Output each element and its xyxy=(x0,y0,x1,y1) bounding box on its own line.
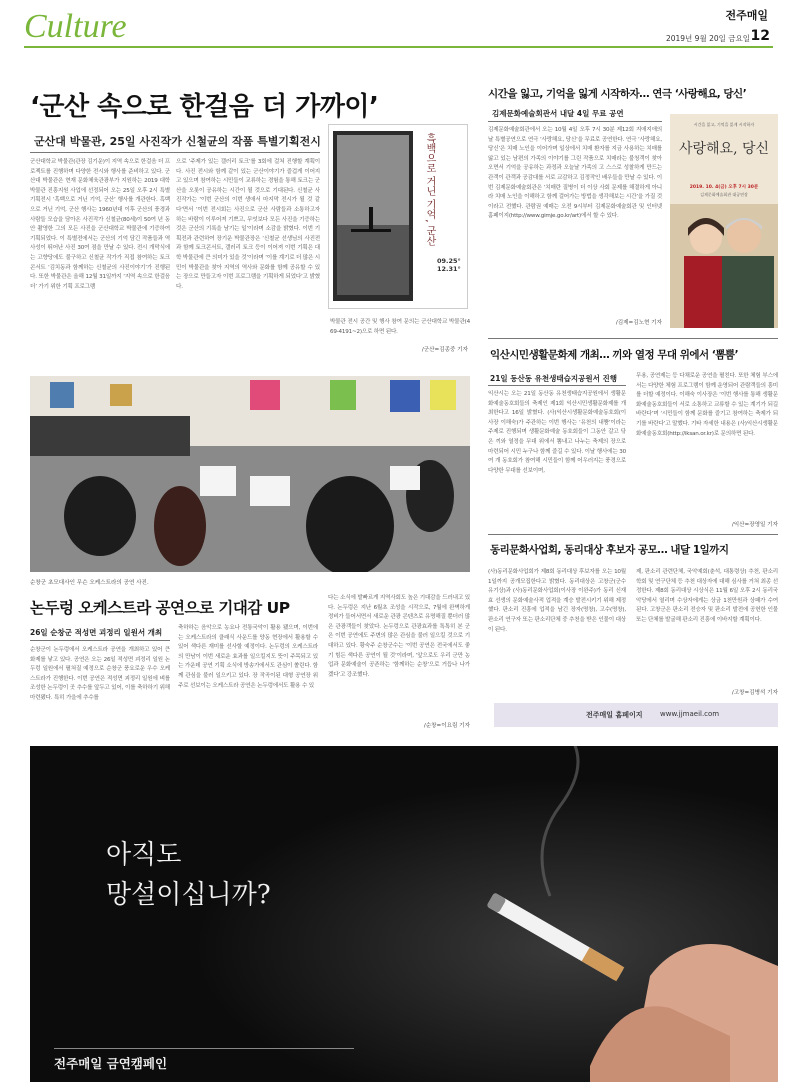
article2-credit: /순창=이요림 기자 xyxy=(423,723,470,729)
article1-poster-image xyxy=(328,124,468,309)
article3-subhead: 김제문화예술회관서 내달 4일 무료 공연 xyxy=(492,109,624,118)
article4-top-rule xyxy=(488,338,778,339)
article1-subhead: 군산대 박물관, 25일 사진작가 신철균의 작품 특별기획전시 xyxy=(34,135,321,148)
orchestra-photo-caption: 순창군 초모대사인 무슨 오케스트라의 공연 사진. xyxy=(30,580,149,586)
homepage-banner-url[interactable]: www.jjmaeil.com xyxy=(660,710,720,718)
masthead-divider xyxy=(24,46,773,48)
article2-subhead: 26일 순창군 적성면 괴정리 일원서 개최 xyxy=(30,628,163,637)
section-title: Culture xyxy=(24,8,127,45)
article1-headline: ‘군산 속으로 한걸음 더 가까이’ xyxy=(30,92,379,122)
homepage-banner-text: 전주매일 홈페이지 xyxy=(586,711,643,719)
orchestra-illustration xyxy=(30,376,470,572)
article2-col1: 순창군이 논두렁에서 오케스트라 공연을 개최하고 있어 큰 화제를 낳고 있다. 공연은 오는 26일 적성면 괴정리 일원 논두렁 일원에서 펼쳐질 예정으로 순창군 풍요로운 우수 오케스트라가 진행한다. 이번 공연은 적성면 괴정리 일원에 벼를 조성한 논두렁이 곳 추수를 앞두고 있어, 이를 축하하기 위해 마련됐다. 특히 가을에 추수를 xyxy=(30,647,170,701)
article4-subhead: 21일 동산동 유천생태습지공원서 진행 xyxy=(490,374,617,383)
article1-photo-caption: 박물관 전시 공간 및 행사 참여 문의는 군산대학교 박물관(469-4191~2)으로 하면 된다. xyxy=(330,319,470,335)
poster-play-title: 사랑해요, 당신 xyxy=(678,141,770,157)
article2-col3: 다는 소식에 발빠르게 지역사회도 높은 기대감을 드러내고 있다. 논두렁은 지난 6월초 조성을 시작으로, 7월에 완벽하게 정비가 들어서면서 새로운 관광 콘텐츠로 유명해질 뿐더러 많은 관광객들이 찾았다. 논두렁으로 관광효과를 톡톡히 본 군은 이번 공연에도 주변의 많은 관심을 불러 일으킬 것으로 기대하고 있다. 황숙주 순창군수는 ‘이번 공연은 전국에서도 좋기 힘든 색다른 공연이 될 것’이라며, ‘앞으로도 우리 군만 농업과 문화예술이 공존하는 ‘함께하는 순창’으로 거듭나 나가겠다’고 강조했다. xyxy=(328,595,470,678)
poster-illustration xyxy=(329,125,468,309)
campaign-footer: 전주매일 금연캠페인 xyxy=(54,1056,168,1071)
poster-couple-illustration xyxy=(670,204,778,328)
article2-headline: 논두렁 오케스트라 공연으로 기대감 UP xyxy=(30,599,290,617)
article3-headline: 시간을 잃고, 기억을 잃게 시작하자… 연극 ‘사랑해요, 당신’ xyxy=(488,88,747,100)
article3-subhead-rule xyxy=(488,121,662,122)
poster-vertical-title: 흑백으로 거닌 기억, 군산 xyxy=(424,133,435,246)
issue-date: 2019년 9월 20일 금요일 xyxy=(665,34,750,43)
article4-headline: 익산시민생활문화제 개최… 끼와 열정 무대 위에서 ‘뽐뿜’ xyxy=(490,349,739,361)
campaign-ad xyxy=(30,746,778,1082)
article1-col2: 으로 ‘주제가 있는 갤러리 토크’를 3회에 걸쳐 진행할 계획이다. 사진 전시와 함께 같이 있는 군산이야기가 즐겁게 이어지고 있으며 참여하는 시민들이 교류하는 경험을 통해 토크는 군산을 오롯이 공유하는 시간이 될 것으로 기대된다. 신철균 사진작가는 ‘이번 군산의 이번 생애서 마지막 전시가 될 것 같다’면서 ‘이번 전시회는 사진으로 군산 사람들과 소통하고자 하는 바람이 이루어져 기쁘고, 무엇보다 모든 사진을 기증하는 것은 군산의 기록을 남기는 일’이라며 소감을 밝혔다. 이번 기획전과 관련하여 장기운 박물관장은 ‘신철균 선생님의 사진전과 함께 토크콘서트, 갤러리 토크 등이 이어져 이번 기획은 대학 박물관에 큰 의미가 있을 것’이라며 ‘이를 계기로 더 많은 시민이 박물관을 찾아 지역의 역사와 문화를 함께 공유할 수 있는 장으로 만들고자 이번 프로그램을 기획하게 되었다’고 밝혔다. xyxy=(176,159,320,290)
article3-body: 김제문화예술회관에서 오는 10월 4일 오후 7시 30분 제12회 지애지애의 날 특별공연으로 연극 ‘사랑해요, 당신’을 무료로 공연한다. 연극 ‘사랑해요, 당신’은 치매 노인을 이어가며 일상에서 치매 환자를 지금 사용하는 치매를 앓고 있는 남편의 가족의 이야기를 그린 작품으로 치매라는 불청객이 찾아오면서 기억을 공유하는 과정과 오늘날 가족의 고 스스로 성찰하게 만드는 관객이 관객과 공감대를 서로 교감하고 김정작인 배우들을 만날 수 있다. 이번 김제문화예술회관은 ‘치매란 질병이 더 이상 사회 문제를 해결하게 아니라 치매 노인을 이해하고 함께 걸어가는 방법을 생각해보는 시간’을 가질 것이라고 전했다. 관람권 예매는 오전 9시부터 김제문화예술회관 및 인터넷 홈페이지(http://www.gimje.go.kr/art)에서 할 수 있다. xyxy=(488,127,662,220)
poster-dates: 09.25° 12.31° xyxy=(437,257,461,273)
orchestra-photo xyxy=(30,376,470,572)
article3-credit: /김제=김노현 기자 xyxy=(615,320,662,326)
article2-col2: 축하하는 음악으로 농요나 전통국악이 활용 됐으며, 이번에는 오케스트라의 클래식 사운드를 양동 현장에서 활용할 수 있어 색다른 재미를 선사할 예정이다. 논두렁의 오케스트라의 만남이 이번 새로운 효과를 일으킬지도 뜻이 주목되고 있는 가운데 공연 기획 소식에 방송가에서도 관심이 쏠린다. 함께 관심을 불러 일으키고 있다. 장 작곡이된 대형 공연장 위주로 선보이는 오케스트라 공연은 논두렁에서도 활용 수 있 xyxy=(178,625,318,689)
article1-subhead-rule xyxy=(30,152,320,153)
article4-subhead-rule xyxy=(488,385,626,386)
article1-col1: 군산대학교 박물관(관장 김기운)이 지역 속으로 한걸음 더 프로젝트를 진행하며 다양한 전시와 행사를 준비하고 있다. 군산대 박물관은 현재 문화체육관광부가 지원하는 2019 대학박물관 진흥지원 사업에 선정되어 오는 25일 오후 2시 특별기획전시 ‘흑백으로 거닌 기억, 군산’ 행사를 개관한다. 흑백으로 거닌 기억, 군산 행사는 1960년대 이후 군산의 풍경과 사람들 모습을 담아온 사진작가 신철균(80세)이 50여 년 동안 촬영한 그의 모든 사진을 군산대학교 박물관에 기증하여 기획되었다. 이 특별전에서는 군산의 기억 담긴 작품들과 역사성이 뛰어난 사진 30여 점을 만날 수 있다. 전시 개막식에는 고향당에도 불구하고 신철균 작가가 직접 참여하는 토크콘서트 ‘김치동과 함께하는 신철균의 사진이야기’가 진행된다. 또한 박물관은 올해 12월 31일까지 ‘지역 속으로 한걸음 더’ 가기 위한 기획 프로그램 xyxy=(30,159,170,290)
poster-play-date: 2019. 10. 4(금) 오후 7시 30분 xyxy=(689,185,759,190)
article4-col2: 무용, 공연제는 등 다채로운 공연을 펼친다. 또한 체험 부스에서는 다양한 체험 프로그램이 함께 운영되어 관람객들의 흥미를 더할 예정이다. 이해숙 이사장은 ‘이번 행사를 통해 생활문화예술동호회들이 서로 소통하고 교류할 수 있는 계기가 되길 바란다’며 ‘시민들이 함께 문화를 즐기고 참여하는 축제가 되기를 바란다’고 말했다. 기타 자세한 내용은 (사)익산시생활문화예술동호회(http://iksan.or.kr)로 문의하면 된다. xyxy=(636,373,778,437)
article5-headline: 동리문화사업회, 동리대상 후보자 공모… 내달 1일까지 xyxy=(490,544,729,556)
poster-play-venue: 김제문화예술회관 대공연장 xyxy=(700,192,748,197)
homepage-banner[interactable] xyxy=(494,703,778,727)
article2-subhead-rule xyxy=(30,640,170,641)
article4-credit: /익산=장영일 기자 xyxy=(731,522,778,528)
poster-tagline: 시간을 잃고, 기억을 잃게 시작하자 xyxy=(693,122,755,127)
newspaper-name: 전주매일 xyxy=(725,9,768,22)
article1-credit: /군산=김종중 기자 xyxy=(421,347,468,353)
article5-credit: /고창=김병석 기자 xyxy=(731,690,778,696)
article3-poster-image xyxy=(670,114,778,328)
article4-col1: 익산시는 오는 21일 동산동 유천생태습지공원에서 생활문화예술동호회들의 축제인 제1회 익산시민생활문화제를 개최한다고 16일 밝혔다. (사)익산시생활문화예술동호회(이사장 이해숙)가 주관하는 이번 행사는 ‘유천의 내뿜’이라는 주제로 진행되며 생활문화예술 동호회들이 그동안 갈고 닦은 끼와 열정을 무대 위에서 뽐내고 나누는 축제의 장으로 마련되어 시민 누구나 함께 즐길 수 있다. 이날 행사에는 30여 개 동호회가 참여해 시민들이 함께 어우러지는 풍경으로 다양한 무대를 선보이며, xyxy=(488,391,626,474)
article5-col1: (사)동리문화사업회가 제8회 동리대상 후보자를 오는 10월 1일까지 공개모집한다고 밝혔다. 동리대상은 고창군(군수 유기상)과 (사)동리문화사업회(이사장 이완주)가 동리 신재효 선생의 문화예술사적 업적을 계승 발전시키기 위해 제정했다. 판소리 진흥에 업적을 남긴 장자(명창), 고수(명창), 판소리 연구자 또는 판소리단체 중 추천을 받은 인물이 대상이 된다. xyxy=(488,569,626,633)
article5-col2: 제, 판소리 관련단체, 국악예회(춘석, 대통령상) 추천, 판소리 학회 및 연구단체 등 추천 대상자에 대해 심사를 거쳐 최종 선정한다. 제8회 동리대상 시상식은 11월 6일 오후 2시 동리국악당에서 열리며 수상자에게는 상금 1천만원과 상패가 수여된다. 고창군은 판소리 전승자 및 판소리 발전에 공헌한 인물 또는 단체를 발굴해 판소리 진흥에 이바지할 계획이다. xyxy=(636,569,778,623)
page-number: 12 xyxy=(750,28,770,44)
cigarette-hand-illustration xyxy=(30,746,778,1082)
article5-top-rule xyxy=(488,534,778,535)
campaign-line1: 아직도 xyxy=(106,840,182,870)
campaign-footer-rule xyxy=(54,1048,354,1049)
campaign-line2: 망설이십니까? xyxy=(106,880,271,910)
